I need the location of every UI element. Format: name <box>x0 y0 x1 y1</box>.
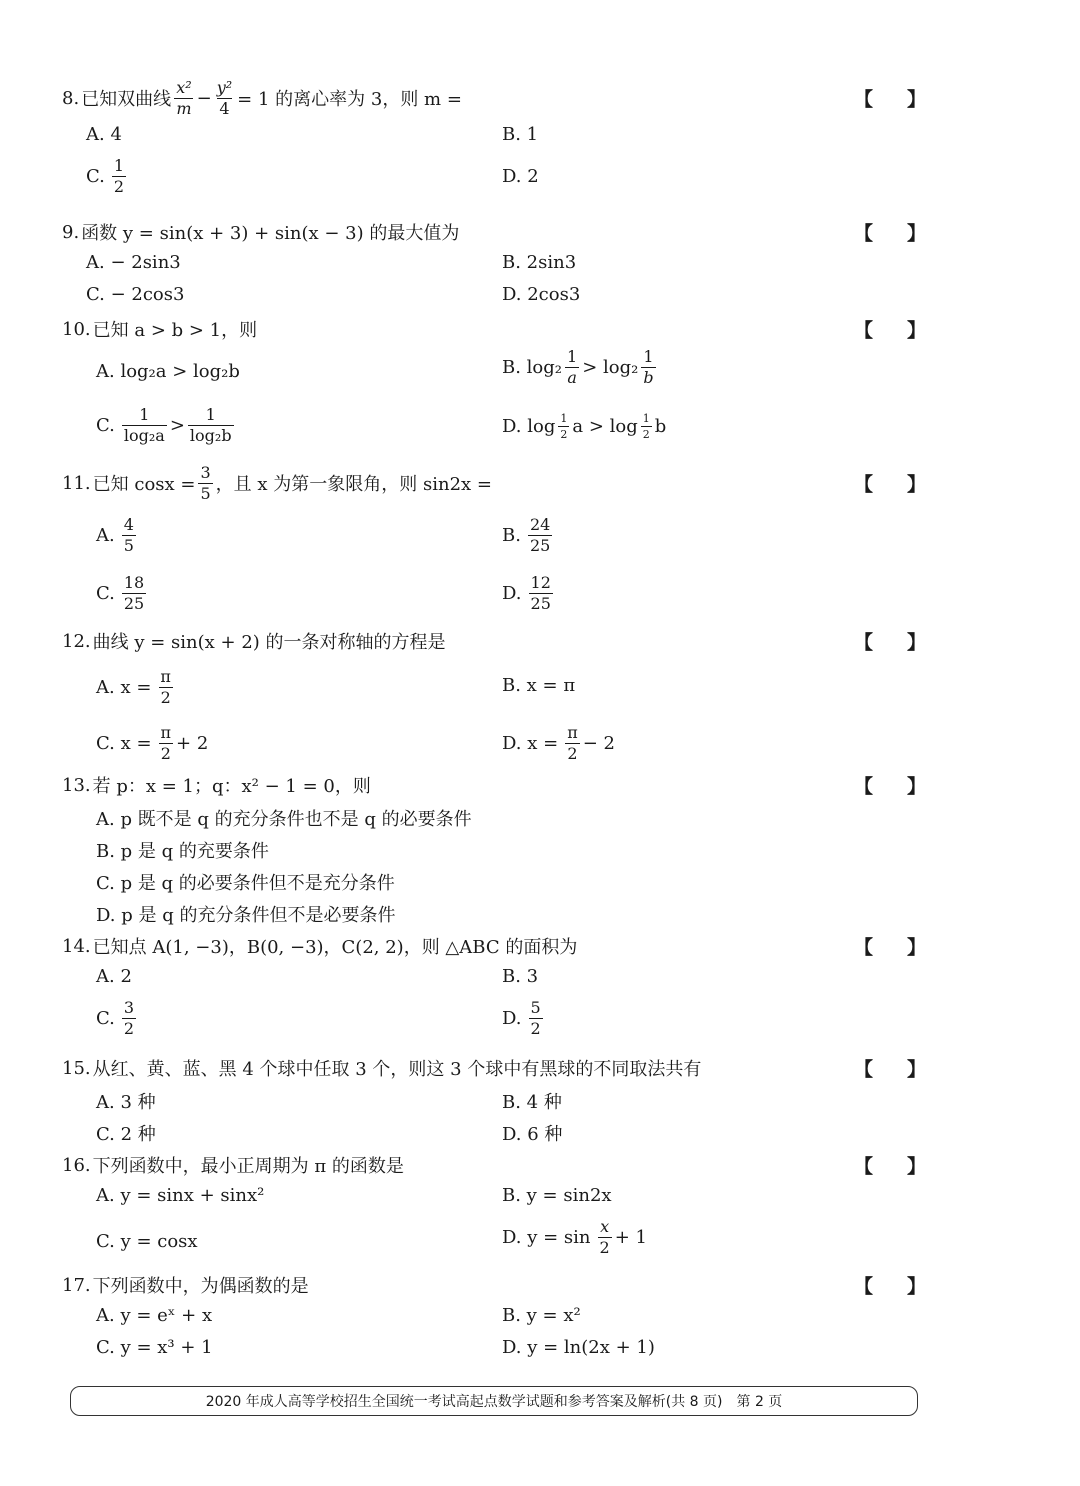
answer-bracket[interactable]: 【 】 <box>854 222 927 245</box>
option-a[interactable]: A. y = eˣ + x <box>96 1305 213 1326</box>
option-a[interactable]: A. log₂a > log₂b <box>96 361 240 382</box>
question-8 <box>62 77 927 204</box>
fraction: $\frac{\text{x²}}{m}$ <box>176 77 192 118</box>
option-b[interactable]: B. y = sin2x <box>502 1185 612 1206</box>
option-d[interactable]: D. p 是 q 的充分条件但不是必要条件 <box>96 905 396 926</box>
option-a[interactable]: A. x = $\frac{\pi}{2}$ <box>96 667 171 707</box>
stem-text: − <box>196 87 212 109</box>
question-12-stem <box>62 621 927 661</box>
option-c[interactable]: C. − 2cos3 <box>86 284 185 305</box>
option-c[interactable]: C. 2 种 <box>96 1124 156 1145</box>
option-a[interactable]: A. $\frac{4}{5}$ <box>96 515 134 555</box>
stem-text: 已知双曲线 <box>81 89 172 110</box>
question-8-stem <box>62 77 927 118</box>
stem-text: 从红、黄、蓝、黑 4 个球中任取 3 个，则这 3 个球中有黑球的不同取法共有 <box>92 1059 702 1080</box>
option-b[interactable]: B. y = x² <box>502 1305 581 1326</box>
option-c[interactable]: C. x = $\frac{\pi}{2}$ + 2 <box>96 723 209 763</box>
option-b[interactable]: B. p 是 q 的充要条件 <box>96 841 269 862</box>
answer-bracket[interactable]: 【 】 <box>854 1275 927 1298</box>
question-16 <box>62 1145 927 1285</box>
option-d[interactable]: D. log $\frac{1}{2}$ a > log $\frac{1}{2}$ b <box>502 412 667 441</box>
option-a[interactable]: A. − 2sin3 <box>86 252 181 273</box>
option-a[interactable]: A. p 既不是 q 的充分条件也不是 q 的必要条件 <box>96 809 472 830</box>
answer-bracket[interactable]: 【 】 <box>854 1058 927 1081</box>
option-b[interactable]: B. $\frac{24}{25}$ <box>502 515 551 555</box>
question-number: 10. <box>62 318 91 340</box>
option-a[interactable]: A. 2 <box>96 966 132 987</box>
option-d[interactable]: D. 6 种 <box>502 1124 563 1145</box>
option-c[interactable]: C. $\frac{3}{2}$ <box>96 998 135 1038</box>
option-d[interactable]: D. $\frac{5}{2}$ <box>502 998 541 1038</box>
option-b[interactable]: B. log₂ $\frac{1}{a}$ > log₂ $\frac{1}{b}$ <box>502 347 654 387</box>
question-number: 8. <box>62 87 80 109</box>
option-d[interactable]: D. x = $\frac{\pi}{2}$ − 2 <box>502 723 615 763</box>
stem-text: 若 p：x = 1；q：x² − 1 = 0，则 <box>92 776 371 797</box>
question-number: 11. <box>62 472 91 494</box>
question-11-stem <box>62 462 927 503</box>
option-b[interactable]: B. 1 <box>502 124 539 145</box>
question-15-stem <box>62 1048 927 1088</box>
option-d[interactable]: D. 2cos3 <box>502 284 581 305</box>
stem-text: 曲线 y = sin(x + 2) 的一条对称轴的方程是 <box>92 632 446 653</box>
option-d[interactable]: D. y = sin $\frac{x}{2}$ + 1 <box>502 1217 647 1257</box>
question-number: 17. <box>62 1274 91 1296</box>
option-b[interactable]: B. 2sin3 <box>502 252 577 273</box>
option-d[interactable]: D. 2 <box>502 166 539 187</box>
option-a[interactable]: A. y = sinx + sinx² <box>96 1185 265 1206</box>
stem-text: 已知点 A(1, −3)，B(0, −3)，C(2, 2)，则 △ABC 的面积为 <box>92 937 578 958</box>
answer-bracket[interactable]: 【 】 <box>854 88 927 111</box>
question-number: 12. <box>62 630 91 652</box>
stem-text: = 1 的离心率为 3，则 m = <box>237 89 462 110</box>
question-number: 14. <box>62 935 91 957</box>
answer-bracket[interactable]: 【 】 <box>854 473 927 496</box>
stem-text: 下列函数中，为偶函数的是 <box>92 1276 309 1297</box>
answer-bracket[interactable]: 【 】 <box>854 319 927 342</box>
stem-text: 下列函数中，最小正周期为 π 的函数是 <box>92 1156 404 1177</box>
question-15 <box>62 1048 927 1154</box>
option-b[interactable]: B. 4 种 <box>502 1092 562 1113</box>
answer-bracket[interactable]: 【 】 <box>854 936 927 959</box>
option-c[interactable]: C. y = cosx <box>96 1231 198 1252</box>
question-14 <box>62 926 927 1052</box>
question-9 <box>62 212 927 318</box>
option-b[interactable]: B. 3 <box>502 966 539 987</box>
question-13 <box>62 765 927 933</box>
option-c[interactable]: C. y = x³ + 1 <box>96 1337 213 1358</box>
option-b[interactable]: B. x = π <box>502 675 576 696</box>
option-a[interactable]: A. 4 <box>86 124 122 145</box>
question-number: 13. <box>62 774 91 796</box>
option-c[interactable]: C. $\frac{1}{\text{log₂a}}$ > $\frac{1}{\text{log₂b}}$ <box>96 405 232 445</box>
option-c[interactable]: C. $\frac{1}{2}$ <box>86 156 125 196</box>
question-17-stem <box>62 1265 927 1305</box>
question-number: 15. <box>62 1057 91 1079</box>
answer-bracket[interactable]: 【 】 <box>854 1155 927 1178</box>
question-14-stem <box>62 926 927 966</box>
question-12 <box>62 621 927 785</box>
question-16-stem <box>62 1145 927 1185</box>
option-d[interactable]: D. $\frac{12}{25}$ <box>502 573 551 613</box>
option-d[interactable]: D. y = ln(2x + 1) <box>502 1337 655 1358</box>
question-number: 9. <box>62 221 80 243</box>
option-a[interactable]: A. 3 种 <box>96 1092 156 1113</box>
option-c[interactable]: C. $\frac{18}{25}$ <box>96 573 145 613</box>
answer-bracket[interactable]: 【 】 <box>854 775 927 798</box>
fraction: $\frac{\text{y²}}{4}$ <box>216 77 233 118</box>
question-13-stem <box>62 765 927 805</box>
answer-bracket[interactable]: 【 】 <box>854 631 927 654</box>
question-11 <box>62 462 927 621</box>
stem-text: 已知 cosx = <box>92 474 196 495</box>
stem-text: 函数 y = sin(x + 3) + sin(x − 3) 的最大值为 <box>81 223 460 244</box>
question-10 <box>62 309 927 461</box>
fraction: $\frac{3}{5}$ <box>200 462 211 503</box>
question-number: 16. <box>62 1154 91 1176</box>
question-10-stem <box>62 309 927 349</box>
option-c[interactable]: C. p 是 q 的必要条件但不是充分条件 <box>96 873 395 894</box>
question-17 <box>62 1265 927 1371</box>
page-footer: 2020 年成人高等学校招生全国统一考试高起点数学试题和参考答案及解析(共 8 页) 第 2 页 <box>70 1386 918 1416</box>
question-9-stem <box>62 212 927 252</box>
stem-text: 已知 a > b > 1，则 <box>92 320 258 341</box>
stem-text: ，且 x 为第一象限角，则 sin2x = <box>215 474 492 495</box>
